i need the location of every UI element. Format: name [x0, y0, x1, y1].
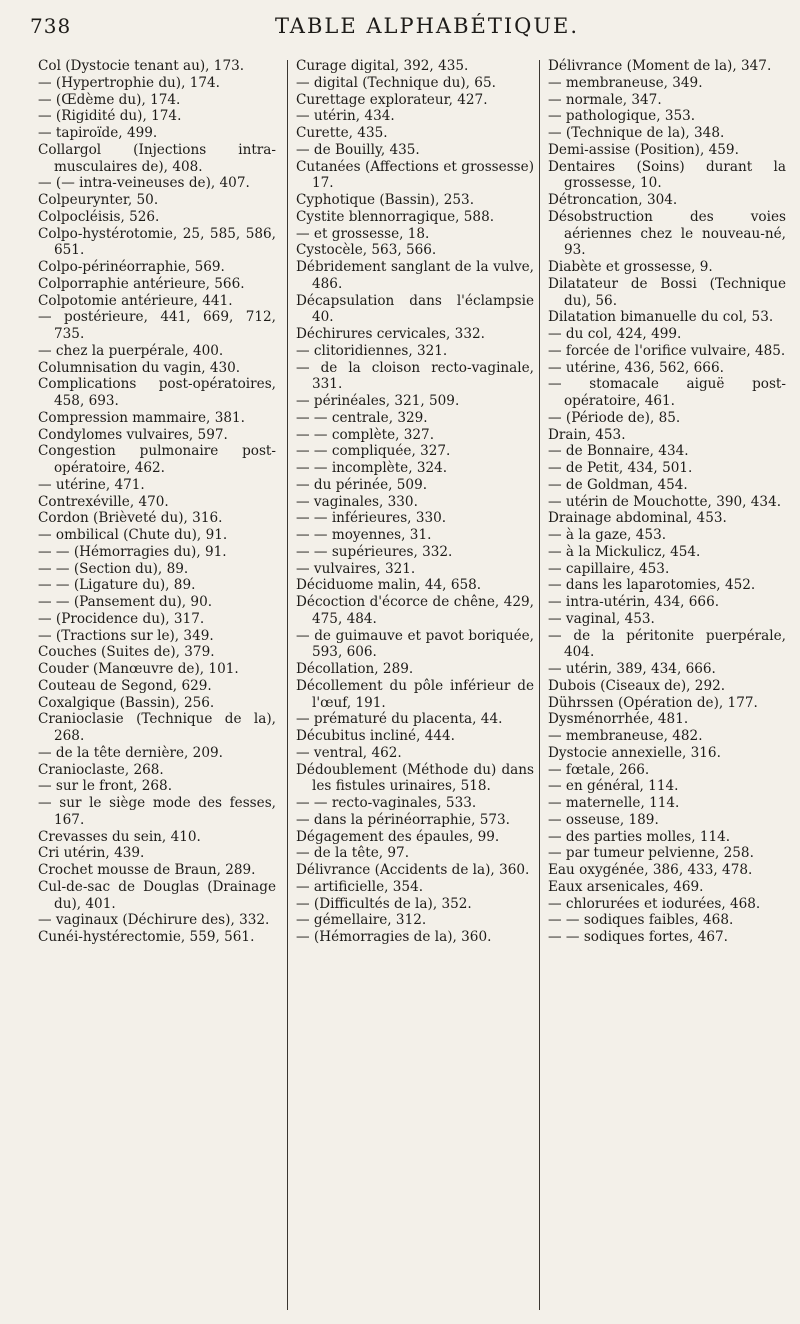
index-entry: — membraneuse, 349.: [548, 74, 703, 91]
index-entry: Cystocèle, 563, 566.: [296, 242, 437, 259]
index-entry: — de Bonnaire, 434.: [548, 443, 689, 460]
index-entry: Crochet mousse de Braun, 289.: [38, 862, 256, 878]
index-entry: — prématuré du placenta, 44.: [296, 711, 503, 728]
page-header: [30, 6, 764, 46]
index-entry: — périnéales, 321, 509.: [296, 393, 460, 409]
index-entry: — — recto-vaginales, 533.: [296, 795, 477, 811]
index-entry: Curette, 435.: [296, 125, 388, 141]
index-entry: — pathologique, 353.: [548, 108, 696, 125]
index-entry: — artificielle, 354.: [296, 878, 424, 895]
index-entry: Cul-de-sac de Douglas (Drainage du), 401.: [38, 878, 276, 912]
index-entry: Dührssen (Opération de), 177.: [548, 694, 758, 711]
index-entry: Dilatation bimanuelle du col, 53.: [548, 309, 774, 326]
index-entry: Décoction d'écorce de chêne, 429, 475, 484.: [296, 594, 534, 627]
index-entry: — — incomplète, 324.: [296, 460, 448, 476]
index-entry: — — (Hémorragies du), 91.: [38, 543, 227, 560]
index-entry: — (Rigidité du), 174.: [38, 108, 182, 125]
index-entry: — de la tête, 97.: [296, 845, 410, 862]
index-entry: — de guimauve et pavot boriquée, 593, 606.: [296, 627, 534, 661]
index-entry: Cystite blennorragique, 588.: [296, 208, 495, 225]
index-entry: Colpeurynter, 50.: [38, 192, 159, 208]
index-entry: — du périnée, 509.: [296, 476, 428, 493]
index-entry: — (Difficultés de la), 352.: [296, 895, 472, 912]
index-entry: — postérieure, 441, 669, 712, 735.: [38, 309, 276, 342]
index-entry: — — (Pansement du), 90.: [38, 594, 213, 610]
index-entry: Crevasses du sein, 410.: [38, 828, 201, 845]
index-entry: — utérin de Mouchotte, 390, 434.: [548, 493, 782, 510]
index-entry: — membraneuse, 482.: [548, 728, 703, 744]
index-entry: — (Période de), 85.: [548, 409, 681, 426]
index-entry: — dans la périnéorraphie, 573.: [296, 811, 510, 828]
index-entry: Décubitus incliné, 444.: [296, 728, 455, 744]
index-entry: Eau oxygénée, 386, 433, 478.: [548, 862, 753, 878]
index-entry: Désobstruction des voies aériennes chez le nouveau-né, 93.: [548, 208, 786, 259]
index-entry: — (Hémorragies de la), 360.: [296, 929, 492, 945]
index-entry: — vaginales, 330.: [296, 493, 418, 510]
index-entry: — — inférieures, 330.: [296, 510, 447, 527]
index-entry: Complications post-opératoires, 458, 693.: [38, 376, 276, 409]
index-column-1: [38, 58, 276, 946]
index-entry: — de Bouilly, 435.: [296, 141, 420, 158]
index-entry: — et grossesse, 18.: [296, 225, 430, 242]
index-entry: — utérin, 389, 434, 666.: [548, 661, 716, 677]
index-entry: — — moyennes, 31.: [296, 527, 432, 543]
index-entry: Cyphotique (Bassin), 253.: [296, 192, 475, 208]
index-entry: — tapiroïde, 499.: [38, 125, 158, 141]
index-entry: Collargol (Injections intra-musculaires de), 408.: [38, 141, 276, 175]
index-entry: Dédoublement (Méthode du) dans les fistules urinaires, 518.: [296, 761, 534, 795]
index-entry: Cordon (Brièveté du), 316.: [38, 510, 223, 527]
index-entry: Décollation, 289.: [296, 661, 414, 677]
index-column-3: [548, 58, 786, 946]
index-entry: — vaginaux (Déchirure des), 332.: [38, 912, 270, 929]
index-entry: — (Œdème du), 174.: [38, 91, 181, 108]
index-entry: Diabète et grossesse, 9.: [548, 259, 713, 275]
index-entry: Cri utérin, 439.: [38, 845, 145, 862]
index-entry: — osseuse, 189.: [548, 811, 659, 828]
index-entry: — de la péritonite puerpérale, 404.: [548, 627, 786, 661]
index-entry: Cunéi-hystérectomie, 559, 561.: [38, 929, 255, 945]
index-entry: Colpo-hystérotomie, 25, 585, 586, 651.: [38, 225, 276, 259]
index-entry: Congestion pulmonaire post-opératoire, 462.: [38, 443, 276, 476]
index-entry: — de la tête dernière, 209.: [38, 744, 223, 761]
index-entry: — de Petit, 434, 501.: [548, 460, 693, 476]
index-entry: — utérine, 471.: [38, 476, 145, 493]
index-entry: Délivrance (Accidents de la), 360.: [296, 862, 530, 878]
index-entry: — sur le front, 268.: [38, 778, 173, 795]
column-divider: [287, 60, 288, 1310]
index-entry: — de Goldman, 454.: [548, 476, 688, 493]
index-entry: Curettage explorateur, 427.: [296, 91, 488, 108]
index-entry: Détroncation, 304.: [548, 192, 678, 208]
index-entry: — — (Section du), 89.: [38, 560, 189, 577]
index-entry: — gémellaire, 312.: [296, 912, 427, 929]
index-entry: — utérine, 436, 562, 666.: [548, 359, 724, 376]
index-entry: — à la Mickulicz, 454.: [548, 543, 701, 560]
index-entry: Drainage abdominal, 453.: [548, 510, 727, 527]
index-entry: Déchirures cervicales, 332.: [296, 326, 485, 342]
index-entry: Columnisation du vagin, 430.: [38, 359, 241, 376]
index-entry: — sur le siège mode des fesses, 167.: [38, 795, 276, 828]
index-entry: — — compliquée, 327.: [296, 443, 451, 460]
index-entry: Colporraphie antérieure, 566.: [38, 275, 245, 292]
index-entry: Couteau de Segond, 629.: [38, 677, 212, 694]
index-entry: — du col, 424, 499.: [548, 326, 682, 342]
index-entry: — maternelle, 114.: [548, 795, 680, 811]
index-column-2: [296, 58, 534, 946]
index-entry: Curage digital, 392, 435.: [296, 58, 469, 74]
index-entry: — (Technique de la), 348.: [548, 125, 725, 141]
page-number: 738: [30, 14, 72, 38]
index-entry: Couches (Suites de), 379.: [38, 644, 215, 661]
index-entry: Demi-assise (Position), 459.: [548, 141, 739, 158]
index-entry: Dentaires (Soins) durant la grossesse, 10.: [548, 158, 786, 192]
index-entry: — clitoridiennes, 321.: [296, 342, 448, 359]
index-entry: — des parties molles, 114.: [548, 828, 731, 845]
index-entry: Déciduome malin, 44, 658.: [296, 577, 482, 594]
index-entry: — forcée de l'orifice vulvaire, 485.: [548, 342, 786, 359]
index-entry: — dans les laparotomies, 452.: [548, 577, 756, 594]
index-entry: — par tumeur pelvienne, 258.: [548, 845, 754, 862]
index-entry: Débridement sanglant de la vulve, 486.: [296, 259, 534, 292]
index-entry: Dilatateur de Bossi (Technique du), 56.: [548, 275, 786, 309]
index-entry: — vaginal, 453.: [548, 610, 655, 627]
index-entry: Drain, 453.: [548, 426, 626, 443]
index-entry: Cranioclaste, 268.: [38, 761, 164, 778]
index-entry: Contrexéville, 470.: [38, 493, 169, 510]
index-entry: Compression mammaire, 381.: [38, 409, 245, 426]
index-entry: — de la cloison recto-vaginale, 331.: [296, 359, 534, 393]
index-entry: Colpotomie antérieure, 441.: [38, 292, 233, 309]
index-entry: Dystocie annexielle, 316.: [548, 744, 721, 761]
index-entry: Colpocléisis, 526.: [38, 208, 160, 225]
index-entry: Couder (Manœuvre de), 101.: [38, 661, 239, 677]
index-entry: — — sodiques faibles, 468.: [548, 912, 734, 929]
index-entry: — capillaire, 453.: [548, 560, 670, 577]
index-entry: Cranioclasie (Technique de la), 268.: [38, 711, 276, 744]
index-entry: — intra-utérin, 434, 666.: [548, 594, 720, 610]
index-entry: Dégagement des épaules, 99.: [296, 828, 500, 845]
index-entry: — (Hypertrophie du), 174.: [38, 74, 220, 91]
index-entry: Décapsulation dans l'éclampsie 40.: [296, 292, 534, 326]
index-entry: — ombilical (Chute du), 91.: [38, 527, 228, 543]
index-entry: — — centrale, 329.: [296, 409, 428, 426]
index-entry: — fœtale, 266.: [548, 761, 650, 778]
index-entry: Condylomes vulvaires, 597.: [38, 426, 228, 443]
index-entry: — à la gaze, 453.: [548, 527, 667, 543]
index-entry: — utérin, 434.: [296, 108, 395, 125]
index-entry: — — sodiques fortes, 467.: [548, 929, 728, 945]
running-head: TABLE ALPHABÉTIQUE.: [274, 14, 580, 38]
index-entry: Eaux arsenicales, 469.: [548, 878, 704, 895]
index-entry: Col (Dystocie tenant au), 173.: [38, 58, 245, 74]
index-entry: — en général, 114.: [548, 778, 679, 795]
index-entry: — (Tractions sur le), 349.: [38, 627, 214, 644]
index-entry: Colpo-périnéorraphie, 569.: [38, 259, 225, 275]
index-entry: — (— intra-veineuses de), 407.: [38, 175, 250, 192]
index-entry: — — supérieures, 332.: [296, 543, 453, 560]
index-entry: Cutanées (Affections et grossesse) 17.: [296, 158, 534, 192]
index-entry: — chlorurées et iodurées, 468.: [548, 895, 761, 912]
index-entry: Coxalgique (Bassin), 256.: [38, 694, 215, 711]
index-entry: Décollement du pôle inférieur de l'œuf, 191.: [296, 677, 534, 711]
index-entry: — — (Ligature du), 89.: [38, 577, 196, 594]
index-entry: — — complète, 327.: [296, 426, 435, 443]
index-entry: — vulvaires, 321.: [296, 560, 416, 577]
index-entry: — normale, 347.: [548, 91, 662, 108]
column-divider: [539, 60, 540, 1310]
index-entry: Délivrance (Moment de la), 347.: [548, 58, 772, 74]
index-entry: Dysménorrhée, 481.: [548, 711, 689, 728]
index-entry: — ventral, 462.: [296, 744, 402, 761]
index-entry: — (Procidence du), 317.: [38, 610, 205, 627]
index-entry: — chez la puerpérale, 400.: [38, 342, 224, 359]
index-entry: — digital (Technique du), 65.: [296, 74, 496, 91]
index-entry: — stomacale aiguë post-opératoire, 461.: [548, 376, 786, 409]
index-entry: Dubois (Ciseaux de), 292.: [548, 677, 726, 694]
